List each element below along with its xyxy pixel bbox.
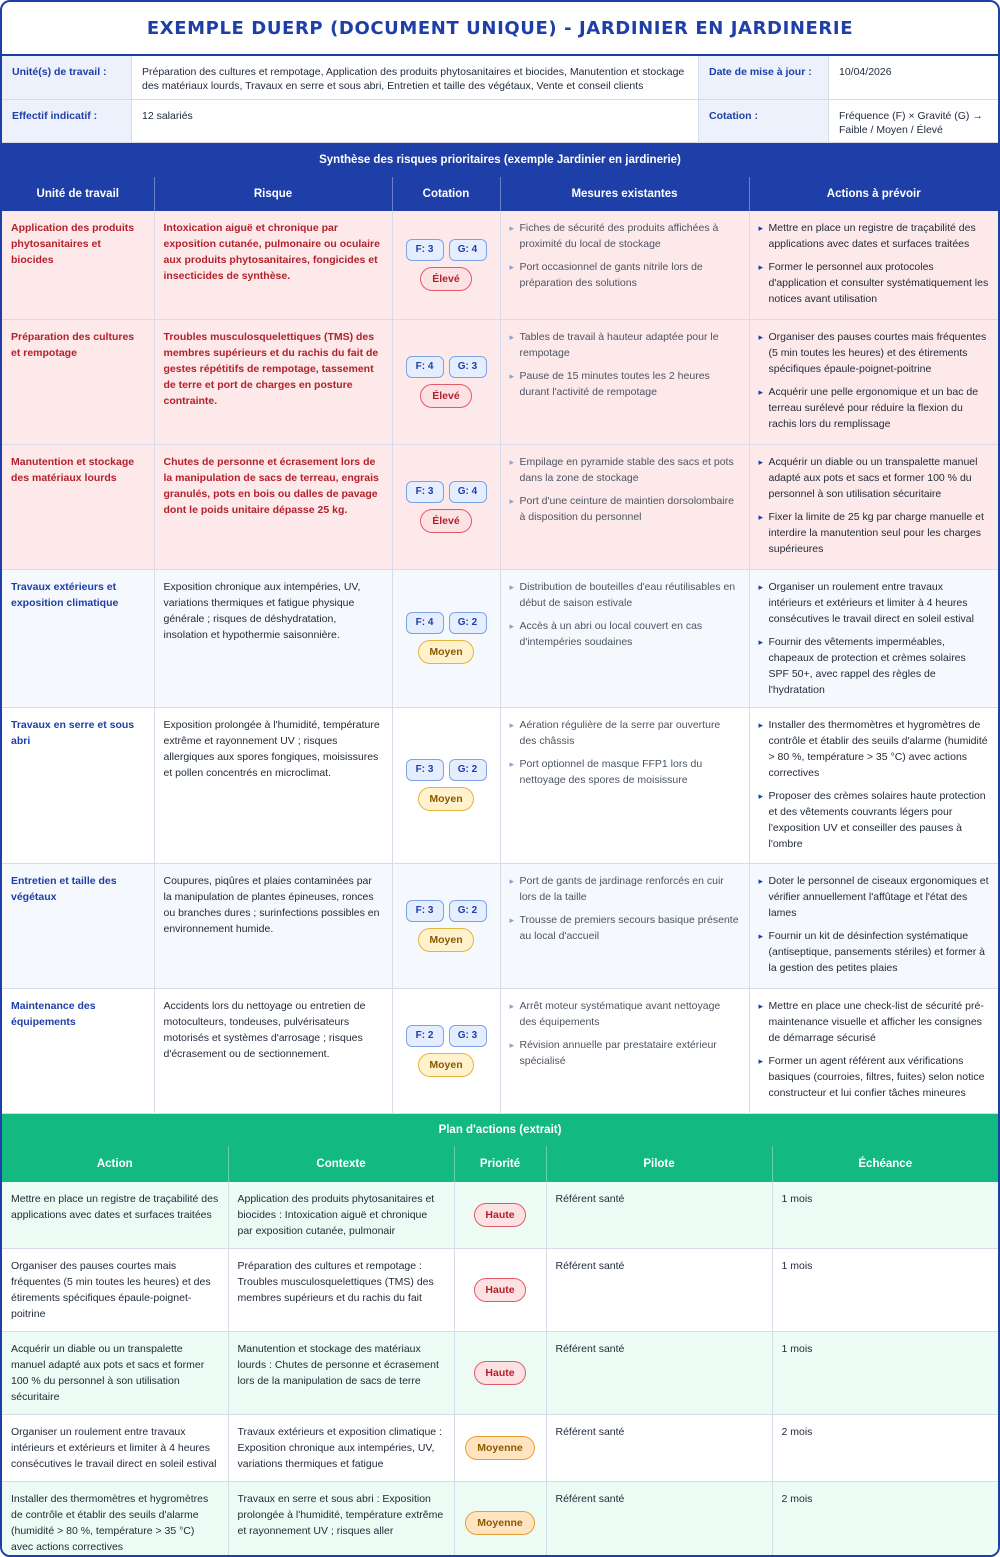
- plan-priority: [454, 1249, 546, 1332]
- risk-row: [2, 319, 998, 444]
- risk-table: [2, 177, 998, 1114]
- risk-cotation: [392, 569, 500, 707]
- header-actions: Actions à prévoir: [749, 177, 998, 211]
- risk-measures: [500, 444, 749, 569]
- plan-row: [2, 1415, 998, 1482]
- plan-pilot: Référent santé: [546, 1415, 772, 1482]
- plan-context: Préparation des cultures et rempotage : Troubles musculosquelettiques (TMS) des membres supérieurs et du rachis du fait: [228, 1249, 454, 1332]
- plan-pilot: Référent santé: [546, 1249, 772, 1332]
- risk-description: Troubles musculosquelettiques (TMS) des membres supérieurs et du rachis du fait de gestes répétitifs de rempotage, tassement de terre et port de charges en posture contrainte.: [154, 319, 392, 444]
- document-title: EXEMPLE DUERP (DOCUMENT UNIQUE) - JARDINIER EN JARDINERIE: [2, 2, 998, 56]
- frequency-chip: F: 3: [406, 481, 444, 503]
- action-item: ▸ Fixer la limite de 25 kg par charge manuelle et interdire la manutention seul pour les charges supérieures: [759, 509, 990, 557]
- priority-badge: Moyenne: [465, 1436, 535, 1460]
- risk-row: [2, 211, 998, 319]
- priority-badge: Moyenne: [465, 1511, 535, 1535]
- risk-unit: Entretien et taille des végétaux: [2, 863, 154, 988]
- plan-deadline: 1 mois: [772, 1182, 998, 1249]
- action-item: ▸ Mettre en place une check-list de sécurité pré-maintenance visuelle et afficher les consignes de démarrage sécurisé: [759, 998, 990, 1046]
- risk-row: [2, 444, 998, 569]
- header-cotation: Cotation: [392, 177, 500, 211]
- gravity-chip: G: 3: [449, 1025, 487, 1047]
- risk-unit: Manutention et stockage des matériaux lourds: [2, 444, 154, 569]
- staff-label: Effectif indicatif :: [2, 100, 132, 143]
- plan-action: Mettre en place un registre de traçabilité des applications avec dates et surfaces traitées: [2, 1182, 228, 1249]
- frequency-chip: F: 3: [406, 900, 444, 922]
- risk-row: [2, 988, 998, 1113]
- risk-actions: [749, 211, 998, 319]
- meta-grid: [2, 56, 998, 143]
- plan-context: Application des produits phytosanitaires et biocides : Intoxication aiguë et chronique par exposition cutanée, pulmonair: [228, 1182, 454, 1249]
- risk-row: [2, 863, 998, 988]
- action-item: ▸ Proposer des crèmes solaires haute protection et des vêtements couvrants légers pour l'exposition UV et conseiller des pauses à l'ombre: [759, 788, 990, 852]
- plan-row: [2, 1482, 998, 1557]
- plan-pilot: Référent santé: [546, 1332, 772, 1415]
- action-item: ▸ Fournir un kit de désinfection systématique (antiseptique, pansements stériles) et former à la gestion des petites plaies: [759, 928, 990, 976]
- risk-level-badge: Moyen: [418, 1053, 473, 1077]
- header-priority: Priorité: [454, 1146, 546, 1182]
- plan-row: [2, 1182, 998, 1249]
- measure-item: ▸ Tables de travail à hauteur adaptée pour le rempotage: [510, 329, 740, 361]
- gravity-chip: G: 2: [449, 612, 487, 634]
- risk-unit: Préparation des cultures et rempotage: [2, 319, 154, 444]
- plan-action: Installer des thermomètres et hygromètres de contrôle et établir des seuils d'alarme (humidité > 80 %, température > 35 °C) avec actions correctives: [2, 1482, 228, 1557]
- plan-deadline: 2 mois: [772, 1482, 998, 1557]
- measure-item: ▸ Port de gants de jardinage renforcés en cuir lors de la taille: [510, 873, 740, 905]
- measure-item: ▸ Aération régulière de la serre par ouverture des châssis: [510, 717, 740, 749]
- risk-level-badge: Moyen: [418, 787, 473, 811]
- plan-action: Organiser des pauses courtes mais fréquentes (5 min toutes les heures) et des étirements spécifiques épaule-poignet-poitrine: [2, 1249, 228, 1332]
- plan-deadline: 2 mois: [772, 1415, 998, 1482]
- header-risk: Risque: [154, 177, 392, 211]
- risk-actions: [749, 319, 998, 444]
- risk-cotation: [392, 863, 500, 988]
- plan-pilot: Référent santé: [546, 1482, 772, 1557]
- header-unit: Unité de travail: [2, 177, 154, 211]
- risk-level-badge: Élevé: [420, 384, 472, 408]
- risk-measures: [500, 863, 749, 988]
- risk-description: Chutes de personne et écrasement lors de la manipulation de sacs de terreau, engrais granulés, pots en bois ou dalles de pavage dont le poids unitaire dépasse 25 kg.: [154, 444, 392, 569]
- action-item: ▸ Fournir des vêtements imperméables, chapeaux de protection et crèmes solaires SPF 50+, avec rappel des règles de l'hydratation: [759, 634, 990, 698]
- priority-badge: Haute: [474, 1203, 526, 1227]
- risk-level-badge: Moyen: [418, 640, 473, 664]
- date-label: Date de mise à jour :: [699, 56, 829, 100]
- risk-cotation: [392, 444, 500, 569]
- action-item: ▸ Organiser un roulement entre travaux intérieurs et extérieurs et limiter à 4 heures consécutives le travail direct en soleil estival: [759, 579, 990, 627]
- units-value: Préparation des cultures et rempotage, Application des produits phytosanitaires et biocides, Manutention et stockage des matériaux lourds, Travaux en serre et sous abri, Entretien et taille des végétaux, Vente et conseil clients: [132, 56, 699, 100]
- plan-priority: [454, 1415, 546, 1482]
- cotation-label: Cotation :: [699, 100, 829, 143]
- risk-description: Accidents lors du nettoyage ou entretien de motoculteurs, tondeuses, pulvérisateurs motorisés et systèmes d'arrosage ; risques d'écrasement ou de sectionnement.: [154, 988, 392, 1113]
- plan-priority: [454, 1182, 546, 1249]
- plan-context: Travaux en serre et sous abri : Exposition prolongée à l'humidité, température extrême et rayonnement UV ; risques aller: [228, 1482, 454, 1557]
- risk-row: [2, 569, 998, 707]
- plan-table: [2, 1146, 998, 1557]
- plan-deadline: 1 mois: [772, 1249, 998, 1332]
- gravity-chip: G: 4: [449, 481, 487, 503]
- plan-context: Travaux extérieurs et exposition climatique : Exposition chronique aux intempéries, UV, variations thermiques et fatigue: [228, 1415, 454, 1482]
- plan-deadline: 1 mois: [772, 1332, 998, 1415]
- plan-title: Plan d'actions (extrait): [2, 1114, 998, 1146]
- risk-cotation: [392, 211, 500, 319]
- measure-item: ▸ Fiches de sécurité des produits affichées à proximité du local de stockage: [510, 220, 740, 252]
- gravity-chip: G: 4: [449, 239, 487, 261]
- frequency-chip: F: 4: [406, 356, 444, 378]
- plan-context: Manutention et stockage des matériaux lourds : Chutes de personne et écrasement lors de la manipulation de sacs de terre: [228, 1332, 454, 1415]
- risk-actions: [749, 988, 998, 1113]
- risk-measures: [500, 988, 749, 1113]
- plan-row: [2, 1249, 998, 1332]
- units-label: Unité(s) de travail :: [2, 56, 132, 100]
- risk-description: Exposition chronique aux intempéries, UV, variations thermiques et fatigue physique générale ; risques de déshydratation, insolation et hypothermie saisonnière.: [154, 569, 392, 707]
- frequency-chip: F: 4: [406, 612, 444, 634]
- gravity-chip: G: 2: [449, 759, 487, 781]
- risk-unit: Travaux extérieurs et exposition climatique: [2, 569, 154, 707]
- risk-cotation: [392, 707, 500, 863]
- measure-item: ▸ Pause de 15 minutes toutes les 2 heures durant l'activité de rempotage: [510, 368, 740, 400]
- measure-item: ▸ Port d'une ceinture de maintien dorsolombaire à disposition du personnel: [510, 493, 740, 525]
- cotation-value: Fréquence (F) × Gravité (G) → Faible / Moyen / Élevé: [829, 100, 998, 143]
- frequency-chip: F: 2: [406, 1025, 444, 1047]
- risk-unit: Maintenance des équipements: [2, 988, 154, 1113]
- header-deadline: Échéance: [772, 1146, 998, 1182]
- action-item: ▸ Former le personnel aux protocoles d'application et consulter systématiquement les notices avant utilisation: [759, 259, 990, 307]
- header-measures: Mesures existantes: [500, 177, 749, 211]
- risk-cotation: [392, 988, 500, 1113]
- measure-item: ▸ Port optionnel de masque FFP1 lors du nettoyage des spores de moisissure: [510, 756, 740, 788]
- measure-item: ▸ Empilage en pyramide stable des sacs et pots dans la zone de stockage: [510, 454, 740, 486]
- measure-item: ▸ Distribution de bouteilles d'eau réutilisables en début de saison estivale: [510, 579, 740, 611]
- risk-description: Coupures, piqûres et plaies contaminées par la manipulation de plantes épineuses, ronces ou branches dures ; surinfections possibles en environnement humide.: [154, 863, 392, 988]
- priority-badge: Haute: [474, 1361, 526, 1385]
- frequency-chip: F: 3: [406, 759, 444, 781]
- risk-level-badge: Moyen: [418, 928, 473, 952]
- header-pilot: Pilote: [546, 1146, 772, 1182]
- action-item: ▸ Installer des thermomètres et hygromètres de contrôle et établir des seuils d'alarme (humidité > 80 %, température > 35 °C) avec actions correctives: [759, 717, 990, 781]
- action-item: ▸ Former un agent référent aux vérifications basiques (courroies, filtres, fuites) selon notice constructeur et lui confier tâches mineures: [759, 1053, 990, 1101]
- measure-item: ▸ Port occasionnel de gants nitrile lors de préparation des solutions: [510, 259, 740, 291]
- plan-priority: [454, 1482, 546, 1557]
- risk-actions: [749, 569, 998, 707]
- date-value: 10/04/2026: [829, 56, 998, 100]
- measure-item: ▸ Révision annuelle par prestataire extérieur spécialisé: [510, 1037, 740, 1069]
- synthese-title: Synthèse des risques prioritaires (exemple Jardinier en jardinerie): [2, 143, 998, 177]
- frequency-chip: F: 3: [406, 239, 444, 261]
- priority-badge: Haute: [474, 1278, 526, 1302]
- measure-item: ▸ Trousse de premiers secours basique présente au local d'accueil: [510, 912, 740, 944]
- risk-measures: [500, 211, 749, 319]
- gravity-chip: G: 3: [449, 356, 487, 378]
- action-item: ▸ Mettre en place un registre de traçabilité des applications avec dates et surfaces traitées: [759, 220, 990, 252]
- risk-actions: [749, 863, 998, 988]
- staff-value: 12 salariés: [132, 100, 699, 143]
- plan-action: Organiser un roulement entre travaux intérieurs et extérieurs et limiter à 4 heures consécutives le travail direct en soleil estival: [2, 1415, 228, 1482]
- header-context: Contexte: [228, 1146, 454, 1182]
- measure-item: ▸ Arrêt moteur systématique avant nettoyage des équipements: [510, 998, 740, 1030]
- plan-priority: [454, 1332, 546, 1415]
- gravity-chip: G: 2: [449, 900, 487, 922]
- action-item: ▸ Acquérir une pelle ergonomique et un bac de terreau surélevé pour réduire la flexion du rachis lors du remplissage: [759, 384, 990, 432]
- risk-measures: [500, 319, 749, 444]
- action-item: ▸ Doter le personnel de ciseaux ergonomiques et vérifier annuellement l'affûtage et l'état des lames: [759, 873, 990, 921]
- plan-pilot: Référent santé: [546, 1182, 772, 1249]
- risk-row: [2, 707, 998, 863]
- risk-measures: [500, 707, 749, 863]
- risk-unit: Travaux en serre et sous abri: [2, 707, 154, 863]
- risk-level-badge: Élevé: [420, 509, 472, 533]
- risk-description: Intoxication aiguë et chronique par exposition cutanée, pulmonaire ou oculaire aux produits phytosanitaires, fongicides et insecticides de synthèse.: [154, 211, 392, 319]
- header-action: Action: [2, 1146, 228, 1182]
- risk-measures: [500, 569, 749, 707]
- action-item: ▸ Acquérir un diable ou un transpalette manuel adapté aux pots et sacs et former 100 % du personnel à son utilisation sécuritaire: [759, 454, 990, 502]
- risk-level-badge: Élevé: [420, 267, 472, 291]
- risk-unit: Application des produits phytosanitaires et biocides: [2, 211, 154, 319]
- risk-actions: [749, 444, 998, 569]
- risk-description: Exposition prolongée à l'humidité, température extrême et rayonnement UV ; risques allergiques aux spores fongiques, moisissures et pollen concentrés en microclimat.: [154, 707, 392, 863]
- risk-cotation: [392, 319, 500, 444]
- plan-row: [2, 1332, 998, 1415]
- action-item: ▸ Organiser des pauses courtes mais fréquentes (5 min toutes les heures) et des étirements spécifiques épaule-poignet-poitrine: [759, 329, 990, 377]
- plan-action: Acquérir un diable ou un transpalette manuel adapté aux pots et sacs et former 100 % du personnel à son utilisation sécuritaire: [2, 1332, 228, 1415]
- measure-item: ▸ Accès à un abri ou local couvert en cas d'intempéries soudaines: [510, 618, 740, 650]
- risk-actions: [749, 707, 998, 863]
